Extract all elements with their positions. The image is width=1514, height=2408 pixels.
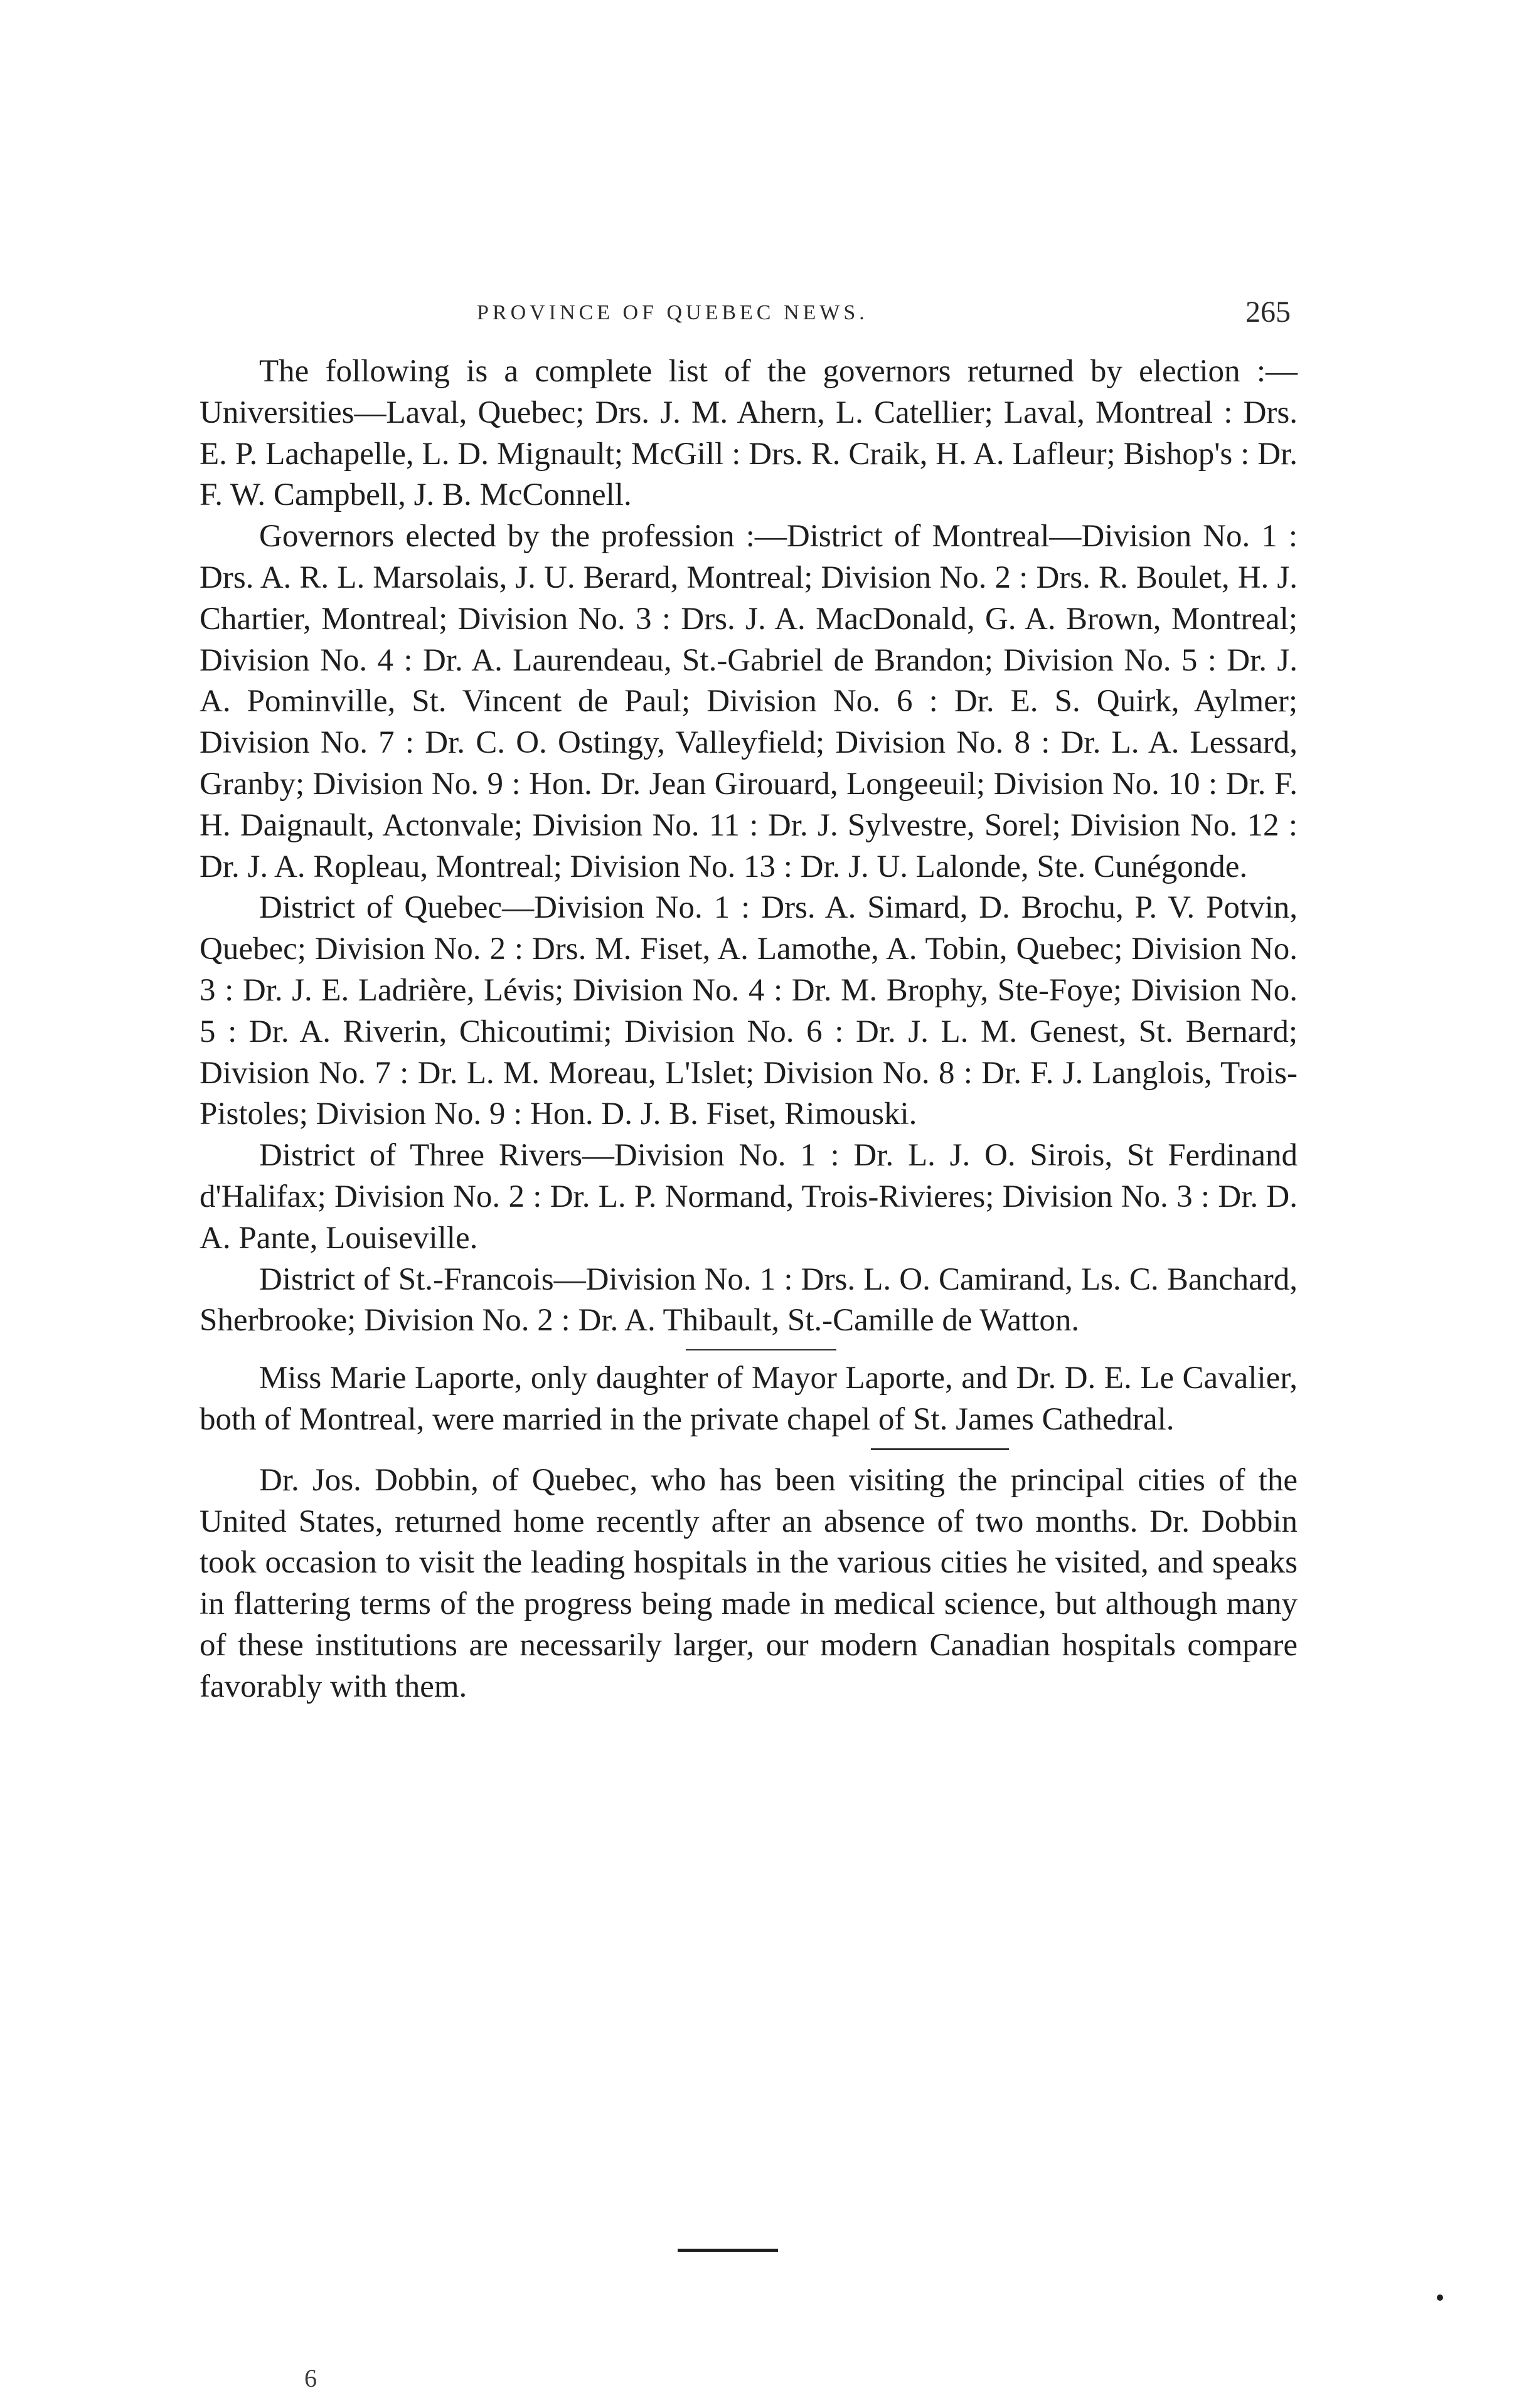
paragraph-marriage-notice: Miss Marie Laporte, only daughter of Mayor Laporte, and Dr. D. E. Le Cavalier, both of Montreal, were married in the private chapel of St. James Cathedral. — [200, 1360, 1298, 1437]
paragraph-district-st-francois: District of St.-Francois—Division No. 1 : Drs. L. O. Camirand, Ls. C. Banchard, Sherbrooke; Division No. 2 : Dr. A. Thibault, St.-Camille de Watton. — [200, 1261, 1298, 1339]
article-body — [200, 351, 1298, 1708]
paragraph-governors-list: The following is a complete list of the governors returned by election :—Universities—Laval, Quebec; Drs. J. M. Ahern, L. Catellier; Laval, Montreal : Drs. E. P. Lachapelle, L. D. Mignault; McGill : Drs. R. Craik, H. A. Lafleur; Bishop's : Dr. F. W. Campbell, J. B. McConnell. — [200, 354, 1298, 513]
page-number: 265 — [1245, 295, 1291, 329]
paragraph-district-quebec: District of Quebec—Division No. 1 : Drs. A. Simard, D. Brochu, P. V. Potvin, Quebec; Division No. 2 : Drs. M. Fiset, A. Lamothe, A. Tobin, Quebec; Division No. 3 : Dr. J. E. Ladrière, Lévis; Division No. 4 : Dr. M. Brophy, Ste-Foye; Division No. 5 : Dr. A. Riverin, Chicoutimi; Division No. 6 : Dr. J. L. M. Genest, St. Bernard; Division No. 7 : Dr. L. M. Moreau, L'Islet; Division No. 8 : Dr. F. J. Langlois, Trois-Pistoles; Division No. 9 : Hon. D. J. B. Fiset, Rimouski. — [200, 890, 1298, 1132]
paragraph-district-montreal: Governors elected by the profession :—District of Montreal—Division No. 1 : Drs. A. R. L. Marsolais, J. U. Berard, Montreal; Division No. 2 : Drs. R. Boulet, H. J. Chartier, Montreal; Division No. 3 : Drs. J. A. MacDonald, G. A. Brown, Montreal; Division No. 4 : Dr. A. Laurendeau, St.-Gabriel de Brandon; Division No. 5 : Dr. J. A. Pominville, St. Vincent de Paul; Division No. 6 : Dr. E. S. Quirk, Aylmer; Division No. 7 : Dr. C. O. Ostingy, Valleyfield; Division No. 8 : Dr. L. A. Lessard, Granby; Division No. 9 : Hon. Dr. Jean Girouard, Longeeuil; Division No. 10 : Dr. F. H. Daignault, Actonvale; Division No. 11 : Dr. J. Sylvestre, Sorel; Division No. 12 : Dr. J. A. Ropleau, Montreal; Division No. 13 : Dr. J. U. Lalonde, Ste. Cunégonde. — [200, 519, 1298, 884]
print-speck — [1437, 2294, 1443, 2301]
paragraph-district-three-rivers: District of Three Rivers—Division No. 1 : Dr. L. J. O. Sirois, St Ferdinand d'Halifax; Division No. 2 : Dr. L. P. Normand, Trois-Rivieres; Division No. 3 : Dr. D. A. Pante, Louiseville. — [200, 1138, 1298, 1256]
signature-mark: 6 — [304, 2364, 317, 2392]
paragraph-dobbin-travels: Dr. Jos. Dobbin, of Quebec, who has been visiting the principal cities of the United States, returned home recently after an absence of two months. Dr. Dobbin took occasion to visit the leading hospitals in the various cities he visited, and speaks in flattering terms of the progress being made in medical science, but although many of these institutions are necessarily larger, our modern Canadian hospitals compare favorably with them. — [200, 1462, 1298, 1704]
section-separator — [871, 1448, 1009, 1450]
section-separator — [686, 1349, 836, 1350]
end-rule — [678, 2249, 778, 2252]
running-head-title: PROVINCE OF QUEBEC NEWS. — [477, 301, 868, 324]
